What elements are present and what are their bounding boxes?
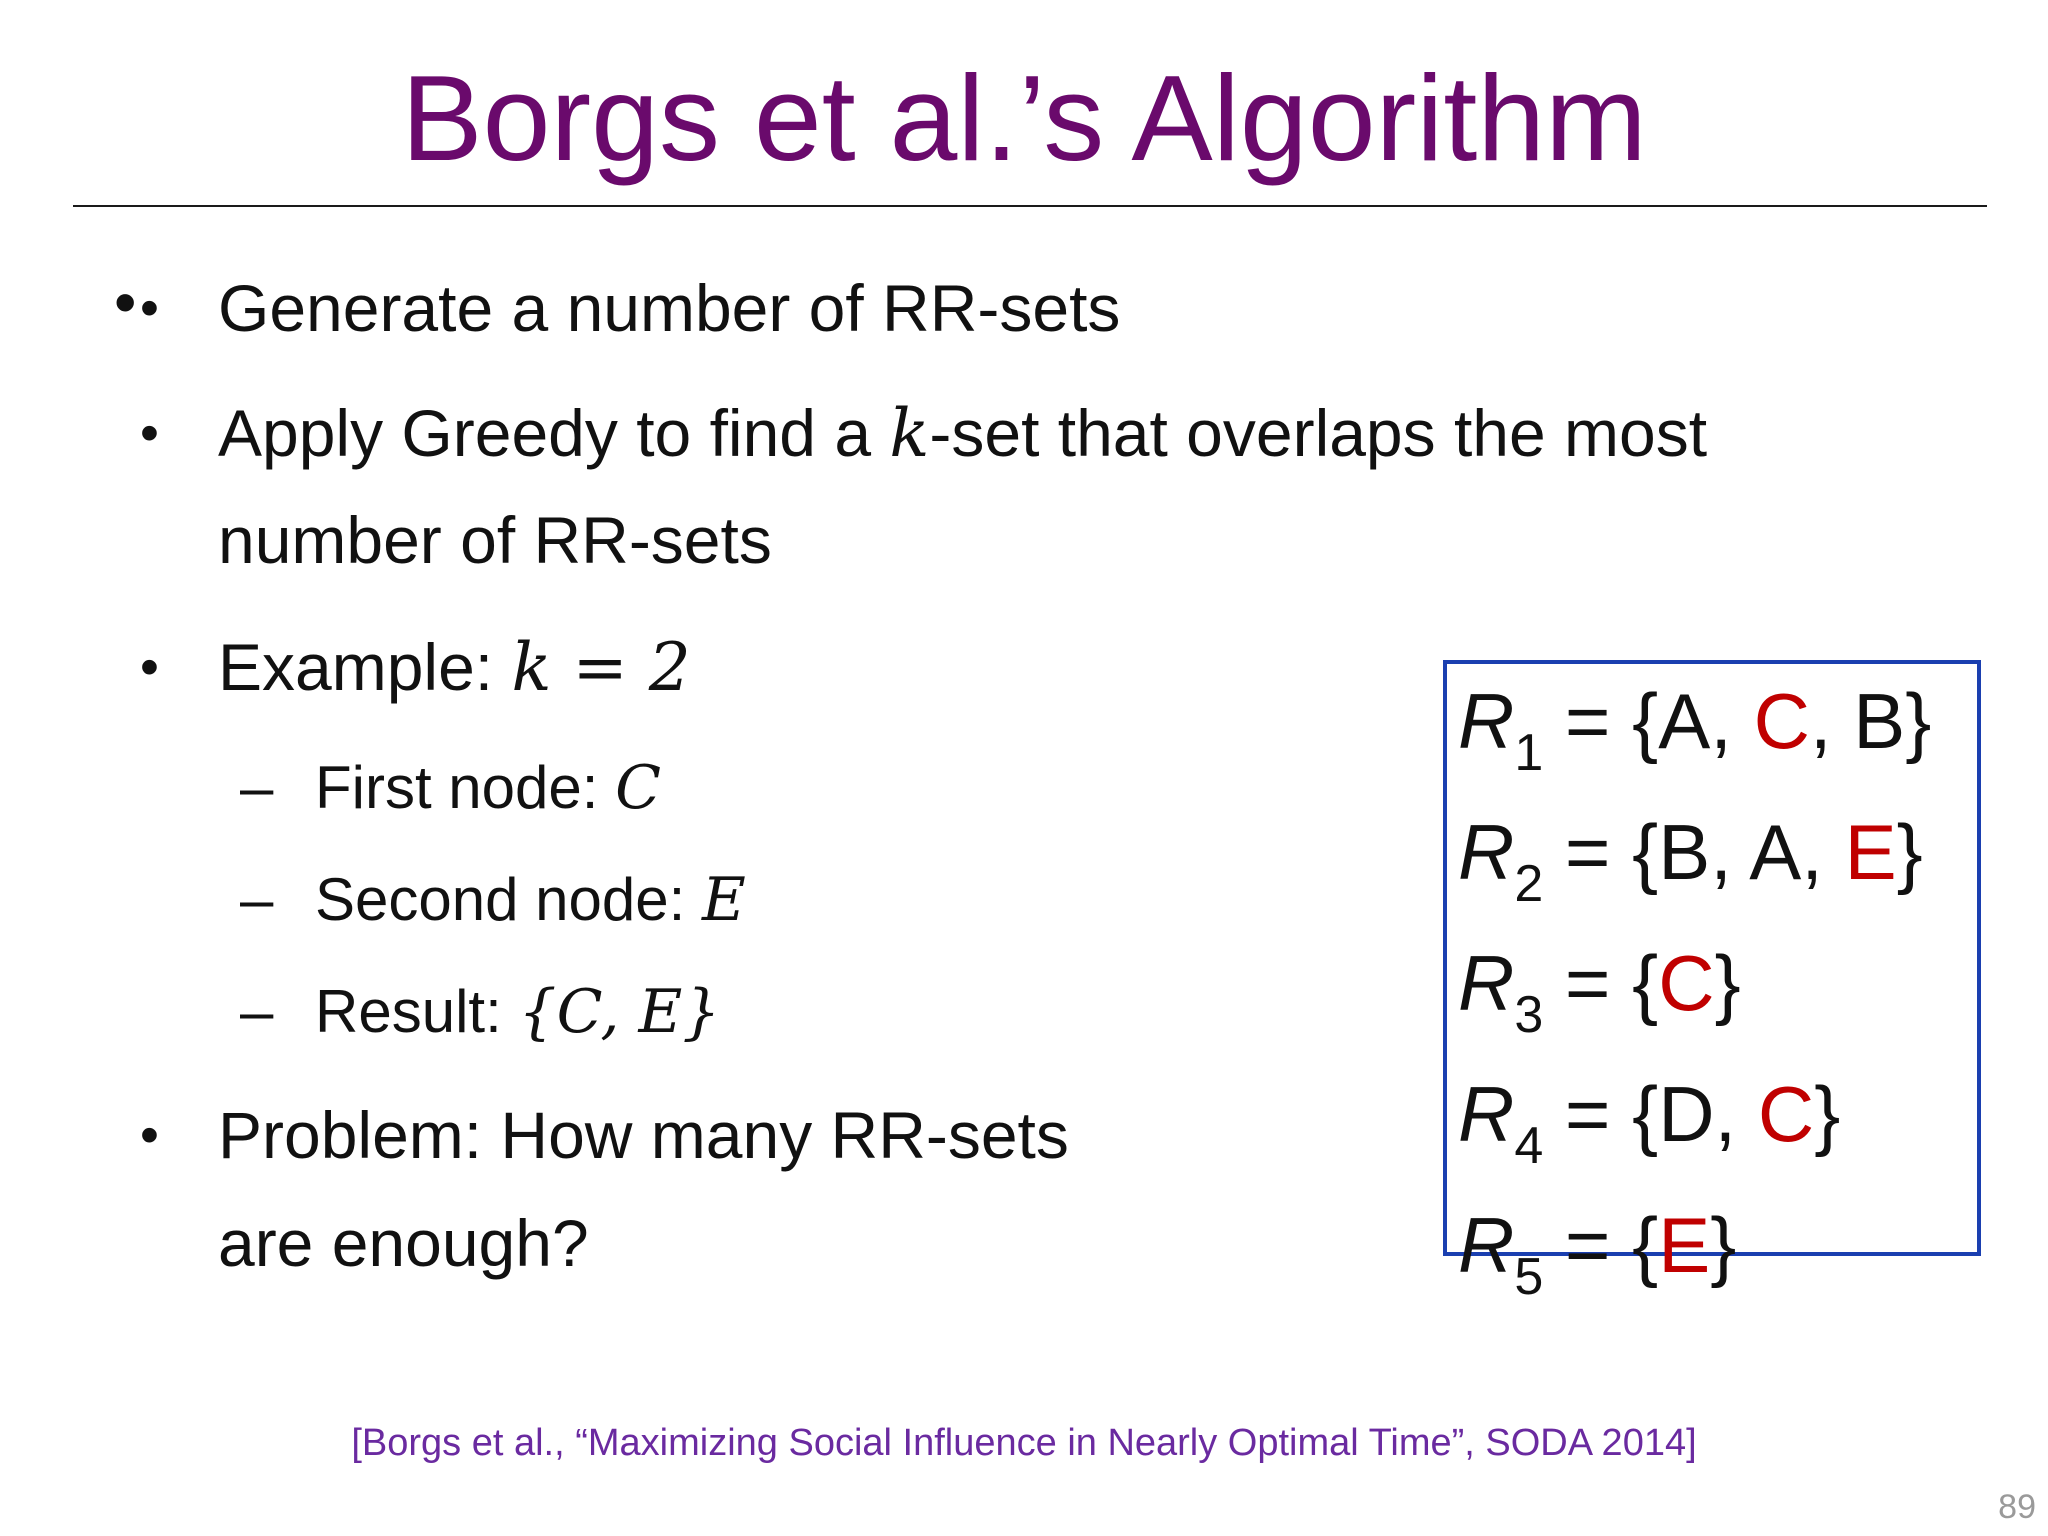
bullet-4-line2: are enough? xyxy=(218,1206,589,1280)
title-divider xyxy=(73,205,1987,207)
rr-set-highlight: C xyxy=(1658,939,1715,1027)
rr-set-2 xyxy=(1458,807,1923,913)
rr-set-highlight: C xyxy=(1757,1070,1815,1158)
rr-set-pre: = {D, xyxy=(1543,1070,1758,1158)
rr-set-pre: = {B, A, xyxy=(1543,808,1845,896)
rr-set-subscript: 2 xyxy=(1514,855,1544,913)
rr-set-pre: = { xyxy=(1543,1201,1659,1289)
rr-set-4 xyxy=(1458,1069,1841,1175)
dash-marker: – xyxy=(240,754,274,821)
subitem-2-text xyxy=(315,860,746,940)
rr-set-highlight: C xyxy=(1753,677,1810,765)
rr-set-name: R xyxy=(1458,1070,1515,1158)
bullet-3-math: k = 2 xyxy=(511,629,691,706)
bullet-2-var: k xyxy=(889,395,930,472)
rr-set-1 xyxy=(1458,676,1932,782)
subitem-3-label: Result: xyxy=(315,978,519,1045)
rr-set-subscript: 1 xyxy=(1514,724,1544,782)
rr-set-post: } xyxy=(1710,1201,1737,1289)
bullet-marker: • xyxy=(140,1105,159,1165)
subitem-1-label: First node: xyxy=(315,754,616,821)
subitem-2-label: Second node: xyxy=(315,866,702,933)
rr-set-5 xyxy=(1458,1200,1737,1306)
bullet-marker: • xyxy=(114,266,137,338)
bullet-4-text: Problem: How many RR-sets xyxy=(218,1098,1069,1172)
subitem-1-text xyxy=(315,748,661,828)
dash-marker: – xyxy=(240,978,274,1045)
rr-set-highlight: E xyxy=(1658,1201,1711,1289)
rr-set-subscript: 3 xyxy=(1514,986,1544,1044)
slide-title: Borgs et al.’s Algorithm xyxy=(401,50,1647,186)
rr-set-post: , B} xyxy=(1809,677,1932,765)
rr-set-subscript: 5 xyxy=(1514,1248,1544,1306)
bullet-marker: • xyxy=(140,278,159,338)
rr-set-pre: = { xyxy=(1543,939,1659,1027)
rr-set-pre: = {A, xyxy=(1543,677,1754,765)
citation: [Borgs et al., “Maximizing Social Influence in Nearly Optimal Time”, SODA 2014] xyxy=(351,1422,1697,1464)
page-number: 89 xyxy=(1998,1488,2036,1526)
subitem-2-var: E xyxy=(701,865,746,935)
bullet-3-pre: Example: xyxy=(218,630,512,704)
bullet-marker: • xyxy=(140,403,159,463)
rr-set-subscript: 4 xyxy=(1514,1117,1544,1175)
rr-set-3 xyxy=(1458,938,1741,1044)
bullet-3-text xyxy=(218,627,691,708)
bullet-2-text xyxy=(218,393,1707,474)
bullet-marker: • xyxy=(140,637,159,697)
rr-set-post: } xyxy=(1896,808,1923,896)
subitem-3-text xyxy=(315,972,720,1052)
rr-set-post: } xyxy=(1814,1070,1841,1158)
bullet-2-post: -set that overlaps the most xyxy=(929,396,1708,470)
rr-set-name: R xyxy=(1458,1201,1515,1289)
rr-set-name: R xyxy=(1458,677,1515,765)
rr-set-name: R xyxy=(1458,808,1515,896)
bullet-2-line2: number of RR-sets xyxy=(218,503,772,577)
dash-marker: – xyxy=(240,866,274,933)
rr-set-post: } xyxy=(1714,939,1741,1027)
subitem-1-var: C xyxy=(615,753,662,823)
rr-set-name: R xyxy=(1458,939,1515,1027)
rr-set-highlight: E xyxy=(1844,808,1897,896)
bullet-2-pre: Apply Greedy to find a xyxy=(218,396,890,470)
subitem-3-var: {C, E} xyxy=(518,977,721,1047)
bullet-1-text: Generate a number of RR-sets xyxy=(218,271,1121,345)
